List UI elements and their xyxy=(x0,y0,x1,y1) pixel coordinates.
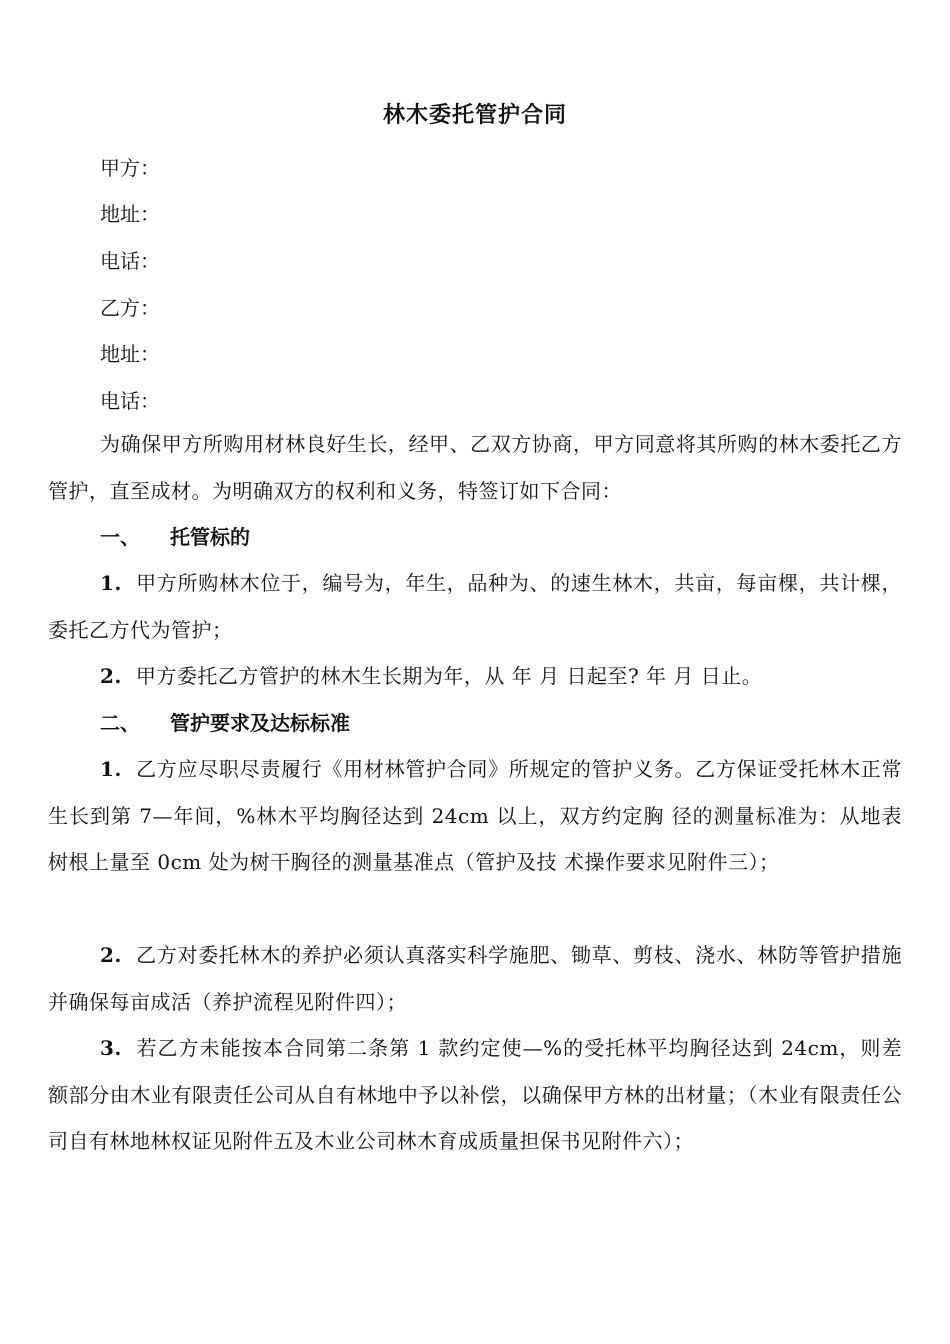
item-text: 甲方所购林木位于，编号为，年生，品种为、的速生林木，共亩，每亩棵，共计棵，委托乙方代为管护； xyxy=(48,571,902,642)
party-a-phone-label: 电话： xyxy=(100,249,160,273)
party-b-label: 乙方： xyxy=(100,296,160,320)
section-2-number: 二、 xyxy=(100,711,140,735)
party-b-phone-label: 电话： xyxy=(100,389,160,413)
section-2-item-1 xyxy=(48,746,902,886)
item-number: 2. xyxy=(100,943,122,967)
section-2-item-2 xyxy=(48,932,902,1025)
item-text: 甲方委托乙方管护的林木生长期为年，从 年 月 日起至? 年 月 日止。 xyxy=(135,664,763,688)
item-number: 3. xyxy=(100,1036,122,1060)
section-1-item-2 xyxy=(48,653,902,700)
party-a-label: 甲方： xyxy=(100,156,160,180)
item-number: 2. xyxy=(100,664,122,688)
item-text: 乙方应尽职尽责履行《用材林管护合同》所规定的管护义务。乙方保证受托林木正常生长到第 7—年间，%林木平均胸径达到 24cm 以上，双方约定胸 径的测量标准为：从地表树根上量至 0cm 处为树干胸径的测量基准点（管护及技 术操作要求见附件三）； xyxy=(48,757,902,874)
section-2-title: 管护要求及达标标准 xyxy=(170,711,350,735)
section-1-heading xyxy=(100,524,250,550)
section-1-title: 托管标的 xyxy=(170,525,250,549)
party-b-address-label: 地址： xyxy=(100,342,160,366)
item-number: 1. xyxy=(100,571,122,595)
intro-paragraph: 为确保甲方所购用材林良好生长，经甲、乙双方协商，甲方同意将其所购的林木委托乙方管护，直至成材。为明确双方的权利和义务，特签订如下合同： xyxy=(48,432,902,503)
item-text: 乙方对委托林木的养护必须认真落实科学施肥、锄草、剪枝、浇水、林防等管护措施并确保每亩成活（养护流程见附件四）； xyxy=(48,943,902,1014)
section-2-heading xyxy=(100,710,350,736)
document-title: 林木委托管护合同 xyxy=(382,103,567,128)
item-number: 1. xyxy=(100,757,122,781)
item-text: 若乙方未能按本合同第二条第 1 款约定使—%的受托林平均胸径达到 24cm，则差额部分由木业有限责任公司从自有林地中予以补偿，以确保甲方林的出材量；（木业有限责任公司自有林地林权证见附件五及木业公司林木育成质量担保书见附件六）； xyxy=(48,1036,902,1153)
section-1-item-1 xyxy=(48,560,902,653)
section-2-item-3 xyxy=(48,1025,902,1165)
party-a-address-label: 地址： xyxy=(100,202,160,226)
section-1-number: 一、 xyxy=(100,525,140,549)
